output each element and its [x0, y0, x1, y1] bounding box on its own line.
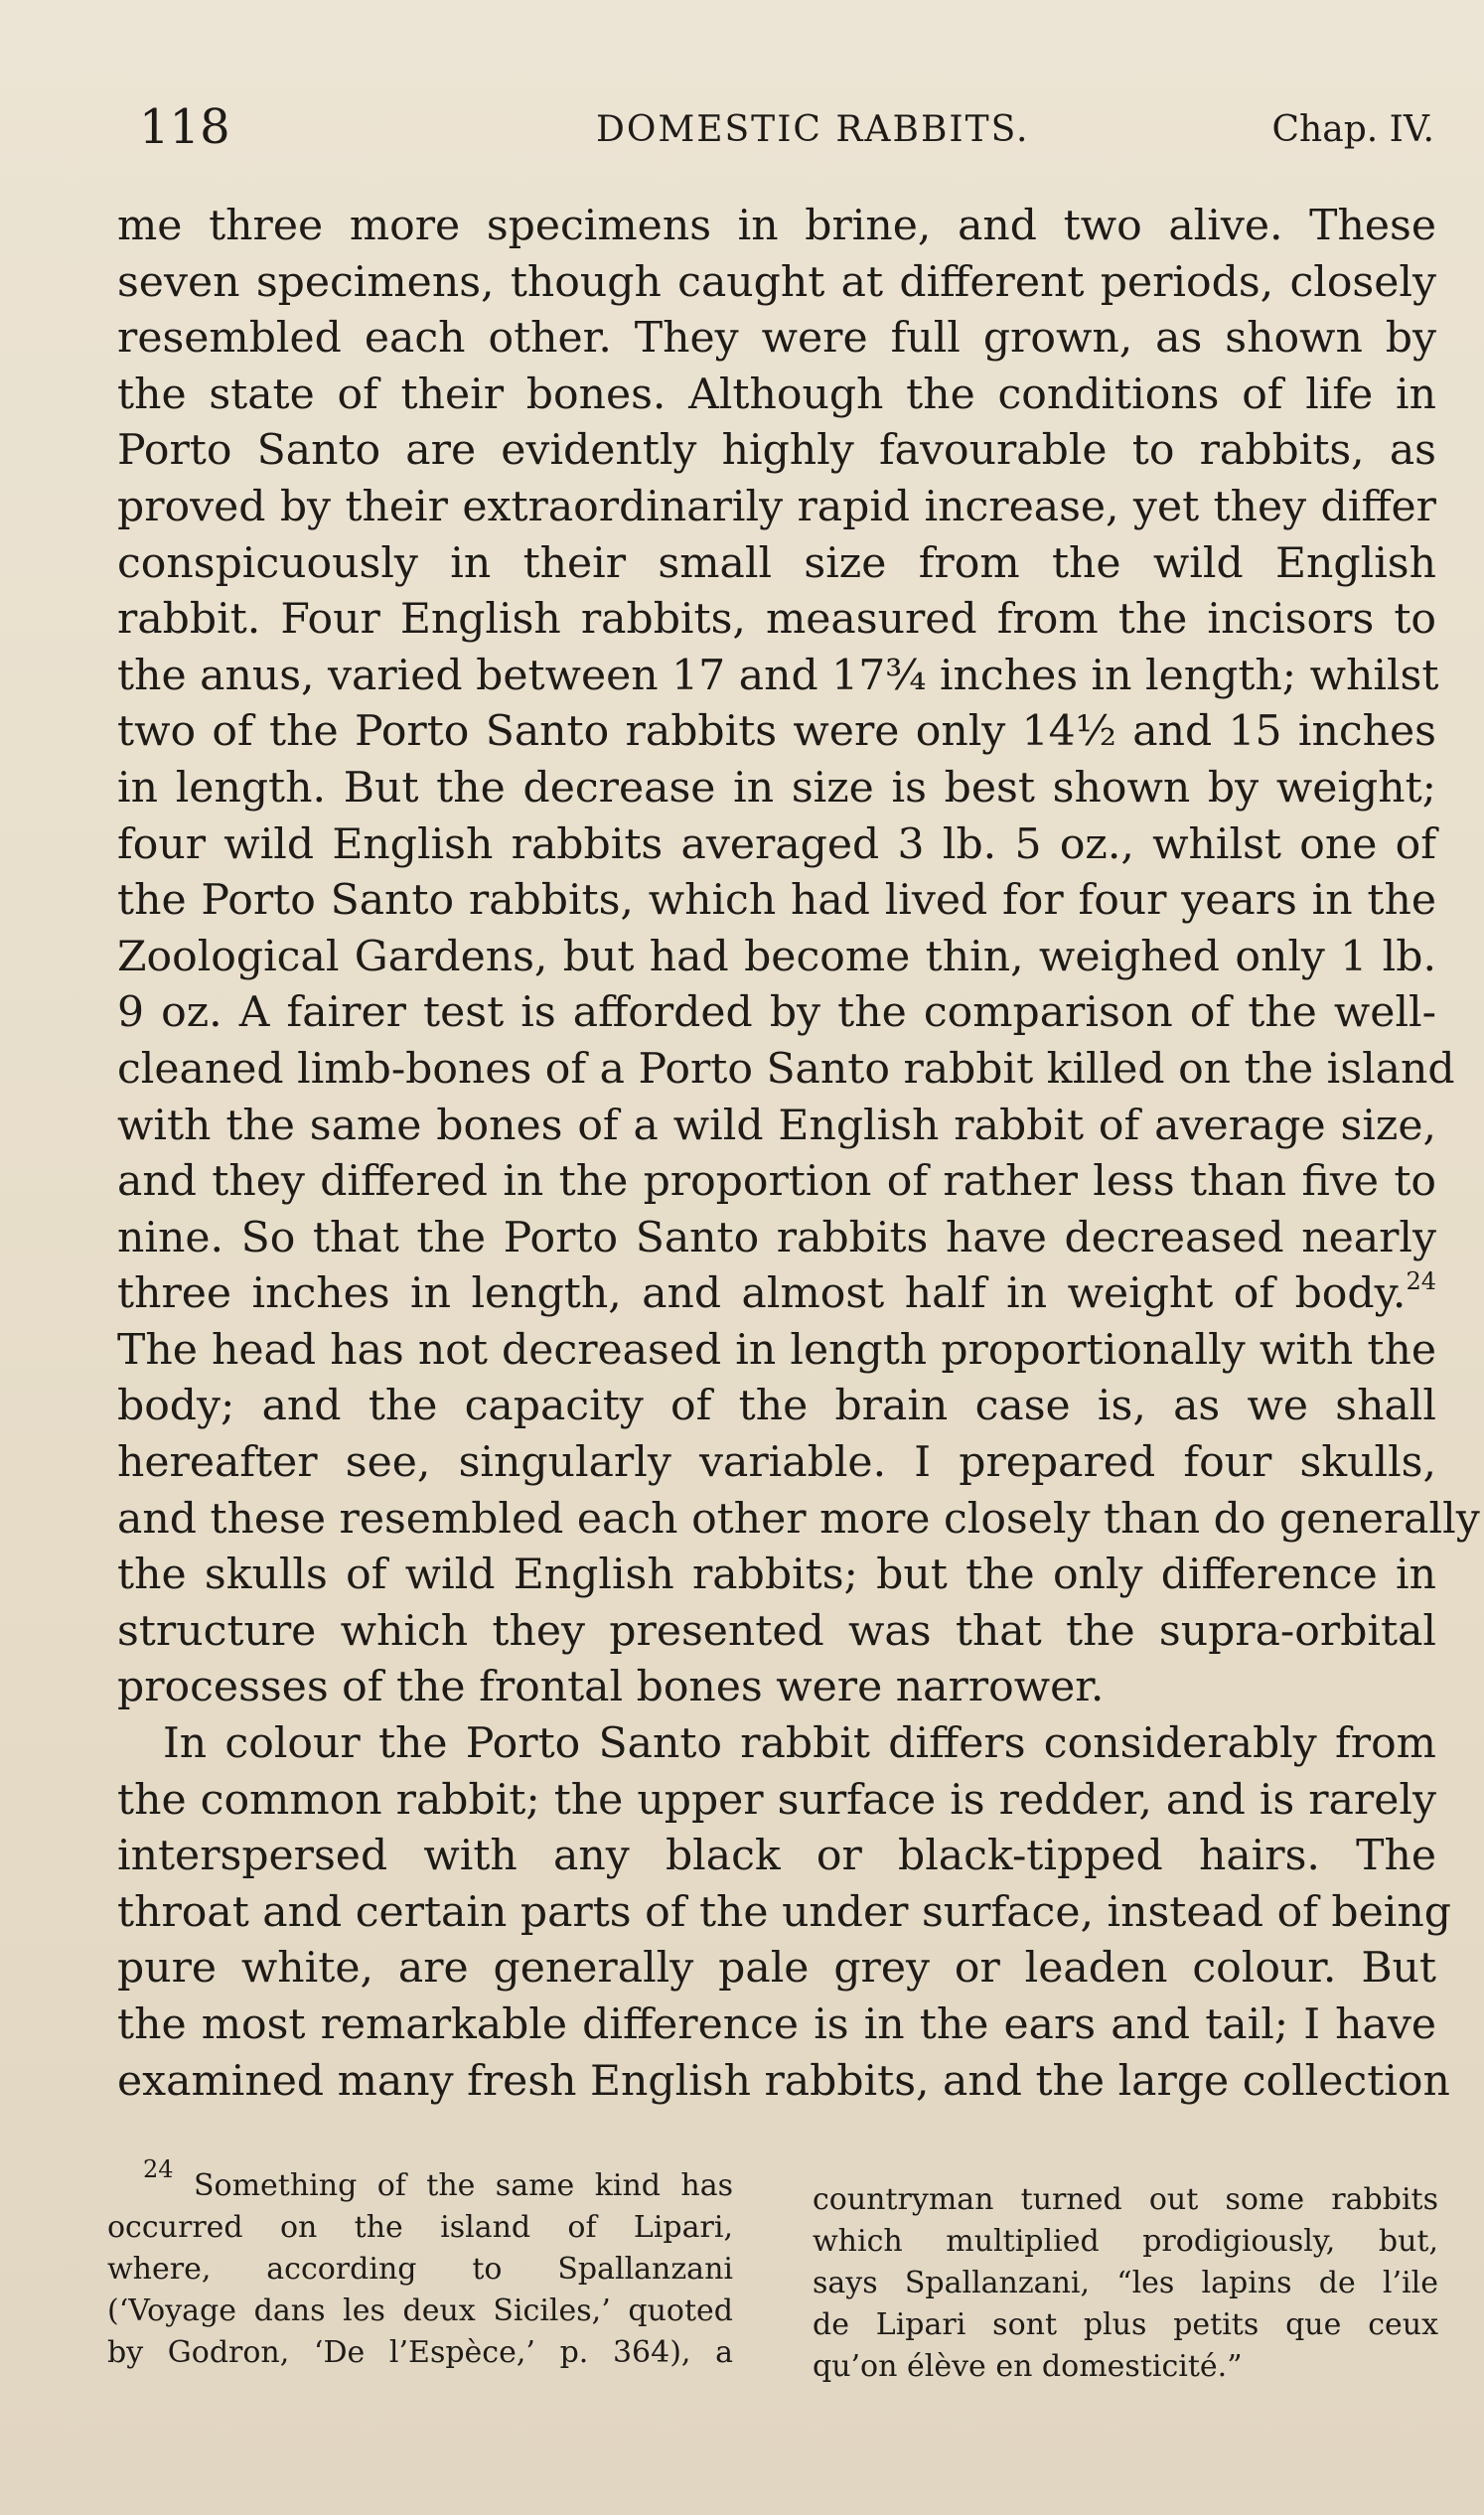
text-line: pure white, are generally pale grey or leaden colour. But [117, 1944, 1436, 1994]
footnote-line: which multiplied prodigiously, but, [813, 2224, 1438, 2259]
page-header [129, 99, 1434, 169]
page-number: 118 [139, 99, 230, 155]
chapter-label: Chap. IV. [1271, 109, 1434, 150]
footnote-line: says Spallanzani, “les lapins de l’ile [813, 2266, 1438, 2300]
text-line-with-footnote [117, 1266, 1436, 1323]
footnote-right-column [813, 2165, 1438, 2388]
text-line: rabbit. Four English rabbits, measured from the incisors to [117, 595, 1436, 645]
body-text [117, 199, 1480, 2110]
text-line: processes of the frontal bones were narrower. [117, 1663, 1105, 1712]
text-line: the Porto Santo rabbits, which had lived for four years in the [117, 876, 1436, 926]
text-line: throat and certain parts of the under surface, instead of being [117, 1887, 1451, 1937]
footnote-line: qu’on élève en domesticité.” [813, 2349, 1243, 2384]
text-line: interspersed with any black or black-tipped hairs. The [117, 1832, 1436, 1881]
text-line: the common rabbit; the upper surface is redder, and is rarely [117, 1775, 1436, 1825]
text-line: Porto Santo are evidently highly favourable to rabbits, as [117, 426, 1436, 476]
text-line: 9 oz. A fairer test is afforded by the comparison of the well- [117, 988, 1436, 1038]
text-line: and they differed in the proportion of rather less than five to [117, 1157, 1436, 1207]
text-line: The head has not decreased in length proportionally with the [117, 1325, 1436, 1375]
text-line: with the same bones of a wild English rabbit of average size, [117, 1101, 1436, 1150]
footnote-line: Something of the same kind has [193, 2168, 734, 2203]
text-line: proved by their extraordinarily rapid increase, yet they differ [117, 482, 1436, 531]
text-line: seven specimens, though caught at different periods, closely [117, 257, 1436, 307]
text-line: three inches in length, and almost half in weight of body. [117, 1269, 1407, 1319]
text-line: in length. But the decrease in size is best shown by weight; [117, 763, 1436, 813]
footnote-reference: 24 [1406, 1267, 1436, 1296]
text-line: conspicuously in their small size from the wild English [117, 538, 1436, 588]
text-line: and these resembled each other more closely than do generally [117, 1494, 1480, 1544]
text-line: resembled each other. They were full grown, as shown by [117, 314, 1436, 364]
text-line: four wild English rabbits averaged 3 lb. 5 oz., whilst one of [117, 819, 1436, 869]
text-line: the state of their bones. Although the conditions of life in [117, 370, 1436, 419]
text-line: the most remarkable difference is in the ears and tail; I have [117, 2000, 1436, 2049]
footnote-line: de Lipari sont plus petits que ceux [813, 2307, 1438, 2342]
text-line: the skulls of wild English rabbits; but the only difference in [117, 1551, 1436, 1600]
text-line: body; and the capacity of the brain case is, as we shall [117, 1382, 1436, 1431]
text-line: hereafter see, singularly variable. I prepared four skulls, [117, 1438, 1436, 1488]
footnote-line: occurred on the island of Lipari, [107, 2210, 733, 2245]
footnote-line: (‘Voyage dans les deux Siciles,’ quoted [107, 2293, 733, 2328]
text-line: In colour the Porto Santo rabbit differs considerably from [163, 1719, 1436, 1769]
text-line: me three more specimens in brine, and two alive. These [117, 202, 1436, 250]
text-line: structure which they presented was that the supra-orbital [117, 1606, 1436, 1656]
footnote-line: by Godron, ‘De l’Espèce,’ p. 364), a [107, 2335, 733, 2370]
footnote-left-column [107, 2155, 734, 2388]
text-line: Zoological Gardens, but had become thin, weighed only 1 lb. [117, 932, 1436, 981]
footnote-first-line [107, 2155, 734, 2207]
footnote-line: countryman turned out some rabbits [813, 2182, 1438, 2217]
running-title: DOMESTIC RABBITS. [596, 109, 1030, 150]
text-line: cleaned limb-bones of a Porto Santo rabbit killed on the island [117, 1044, 1455, 1094]
text-line: nine. So that the Porto Santo rabbits have decreased nearly [117, 1213, 1436, 1262]
footnote-area [107, 2155, 1438, 2388]
text-line: the anus, varied between 17 and 17¾ inches in length; whilst [117, 651, 1439, 700]
footnote-marker: 24 [143, 2155, 174, 2183]
text-line: examined many fresh English rabbits, and the large collection [117, 2056, 1450, 2106]
text-line: two of the Porto Santo rabbits were only 14½ and 15 inches [117, 707, 1436, 757]
footnote-line: where, according to Spallanzani [107, 2252, 733, 2287]
